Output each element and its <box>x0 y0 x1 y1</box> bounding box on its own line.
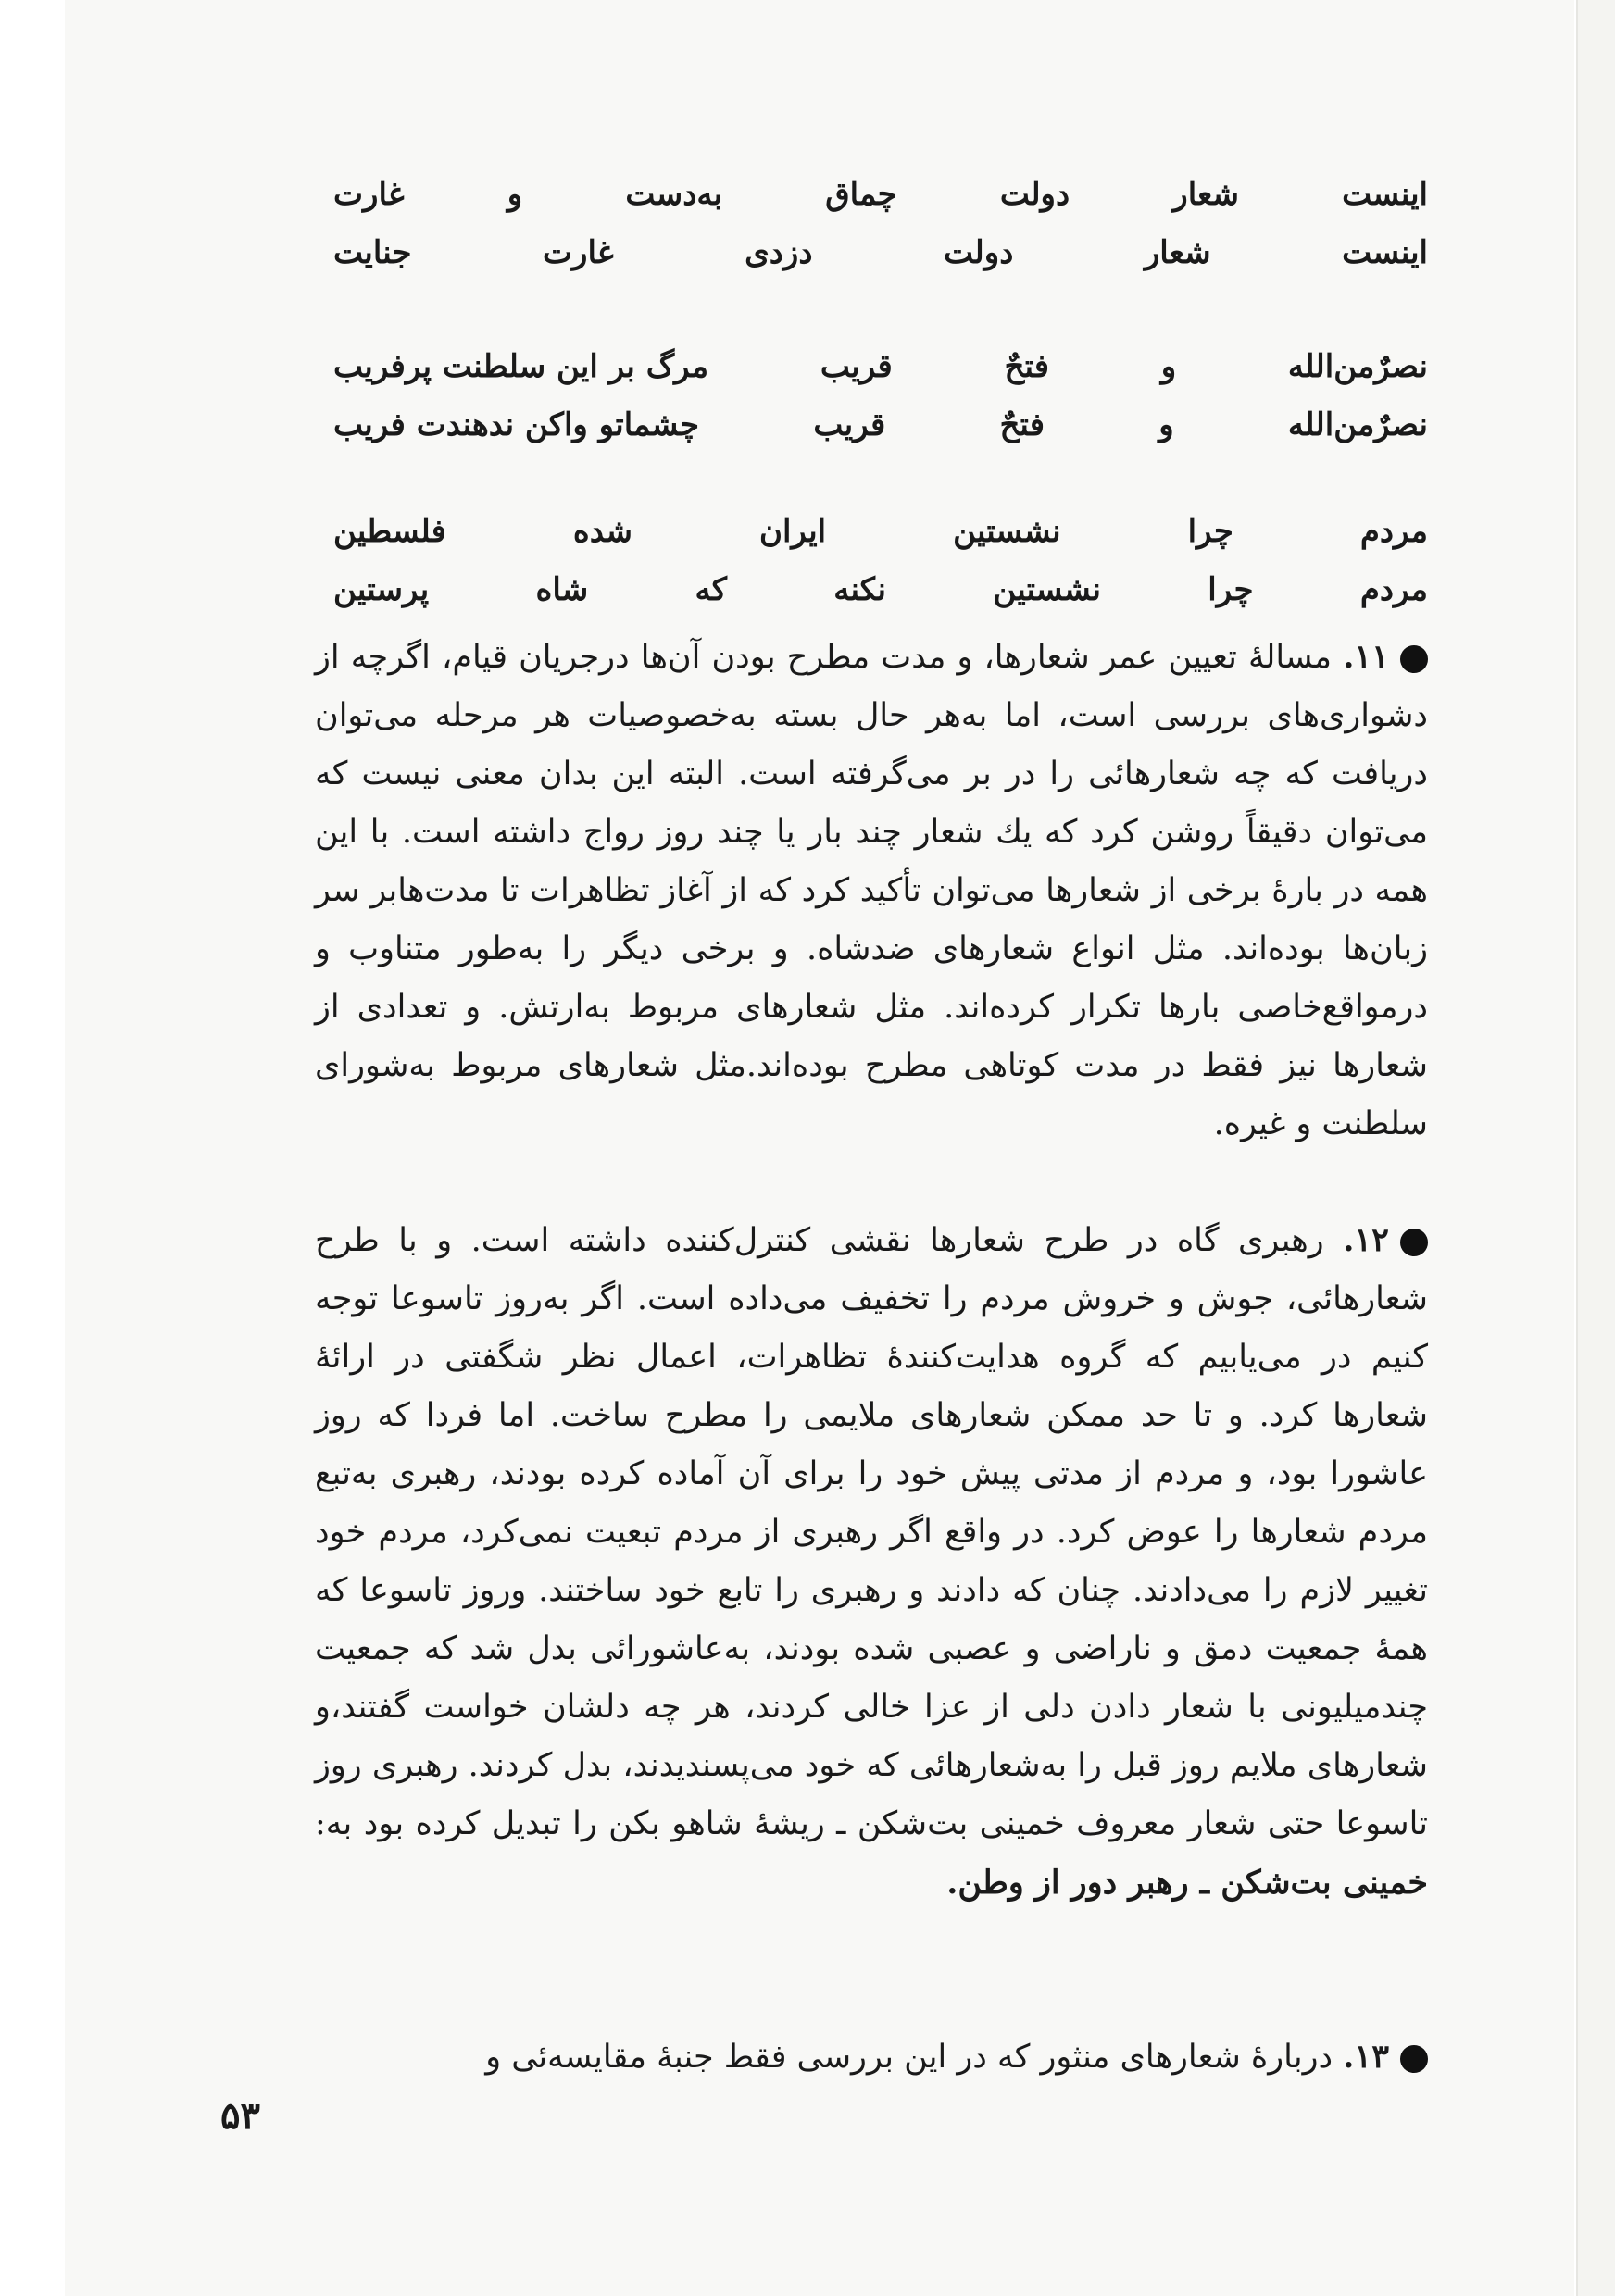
poem-word: نصرٌمن‌الله <box>1287 406 1428 443</box>
paragraph-text: رهبری گاه در طرح شعارها نقشی کنترل‌کننده داشته است. و با طرح شعارهائی، جوش و خروش مردم را تخفیف می‌داده است. اگر به‌روز تاسوعا توجه کنیم در می‌یابیم که گروه هدایت‌کنندهٔ تظاهرات، اعمال نظر شگفتی در ارائهٔ شعارها کرد. و تا حد ممکن شعارهای ملایمی را مطرح ساخت. اما فردا که روز عاشورا بود، و مردم از مدتی پیش خود را برای آن آماده کرده بودند، رهبری به‌تبع مردم شعارها را عوض کرد. در واقع اگر رهبری از مردم تبعیت نمی‌کرد، مردم خود تغییر لازم را می‌دادند. چنان که دادند و رهبری را تابع خود ساختند. وروز تاسوعا که همهٔ جمعیت دمق و ناراضی و عصبی شده بودند، به‌عاشورائی بدل شد که جمعیت چندمیلیونی با شعار دادن دلی از عزا خالی کردند، هر چه دلشان خواست گفتند،و شعارهای ملایم روز قبل را به‌شعارهائی که خود می‌پسندیدند، بدل کردند. رهبری روز تاسوعا حتی شعار معروف خمینی بت‌شکن ـ ریشهٔ شاهو بکن را تبدیل کرده بود به: <box>315 1222 1428 1842</box>
poem-word: غارت <box>543 234 614 271</box>
poem-word: نکنه <box>833 571 887 608</box>
poem-word: فتحٌ <box>999 406 1045 443</box>
poem-word: چرا <box>1208 571 1254 608</box>
poem-word: شعار <box>1144 234 1211 271</box>
poem-hemistich: چشماتو واکن ندهندت فریب <box>333 406 700 443</box>
paragraph-number: ۱۳. <box>1343 2038 1389 2076</box>
paragraph-number: ۱۲. <box>1343 1221 1389 1259</box>
poem-word: و <box>507 176 523 213</box>
poem-word: اینست <box>1342 234 1428 271</box>
poem-word: به‌دست <box>625 176 723 213</box>
poem-word: فتحٌ <box>1004 348 1049 385</box>
book-page <box>65 0 1574 2296</box>
poem-word: غارت <box>333 176 405 213</box>
poem-word: پرستین <box>333 571 430 608</box>
poem-hemistich: مرگ بر این سلطنت پرفریب <box>333 348 709 385</box>
poem-word: شاه <box>535 571 589 608</box>
bullet-icon <box>1400 1229 1428 1256</box>
poem-word: دولت <box>999 176 1070 213</box>
paragraph-text: دربارهٔ شعارهای منثور که در این بررسی فقط جنبهٔ مقایسه‌ئی و <box>485 2039 1333 2076</box>
paragraph-number: ۱۱. <box>1343 638 1389 676</box>
paragraph-text: مسالهٔ تعیین عمر شعارها، و مدت مطرح بودن آن‌ها درجریان قیام، اگرچه از دشواری‌های بررسی است، اما به‌هر حال بسته به‌خصوصیات هر مرحله می‌توان دریافت که چه شعارهائی را در بر می‌گرفته است. البته این بدان معنی نیست که می‌توان دقیقاً روشن کرد که یك شعار چند بار یا چند روز رواج داشته است. با این همه در بارهٔ برخی از شعارها می‌توان تأکید کرد که از آغاز تظاهرات تا مدت‌هابر سر زبان‌ها بوده‌اند. مثل انواع شعارهای ضدشاه. و برخی دیگر را به‌طور متناوب و درمواقع‌خاصی بارها تکرار کرده‌اند. مثل شعارهای مربوط به‌ارتش. و تعدادی از شعارها نیز فقط در مدت کوتاهی مطرح بوده‌اند.مثل شعارهای مربوط به‌شورای سلطنت و غیره. <box>315 639 1428 1142</box>
poem-word: چماق <box>825 176 897 213</box>
poem-word: مردم <box>1359 571 1428 608</box>
poem-2-line-1 <box>333 339 1428 394</box>
poem-word: مردم <box>1359 513 1428 550</box>
poem-word: دولت <box>944 234 1014 271</box>
poem-word: جنایت <box>333 234 412 271</box>
bullet-icon <box>1400 2045 1428 2073</box>
paragraph-13 <box>315 2028 1428 2087</box>
poem-word: و <box>1160 348 1177 385</box>
poem-word: که <box>695 571 727 608</box>
poem-word: دزدی <box>745 234 813 271</box>
poem-word: و <box>1158 406 1174 443</box>
poem-word: شعار <box>1172 176 1239 213</box>
poem-word: نشستین <box>993 571 1101 608</box>
poem-word: شده <box>572 513 633 550</box>
poem-word: اینست <box>1342 176 1428 213</box>
poem-1-line-2 <box>333 225 1428 281</box>
bullet-icon <box>1400 645 1428 673</box>
poem-word: نصرٌمن‌الله <box>1287 348 1428 385</box>
poem-1-line-1 <box>333 167 1428 222</box>
poem-2-line-2 <box>333 397 1428 453</box>
poem-word: فلسطین <box>333 513 446 550</box>
paragraph-12 <box>315 1211 1428 1913</box>
poem-word: چرا <box>1187 513 1233 550</box>
poem-3-line-1 <box>333 504 1428 559</box>
poem-word: قریب <box>813 406 886 443</box>
page-edge-strip <box>1576 0 1615 2296</box>
paragraph-11 <box>315 628 1428 1154</box>
poem-word: ایران <box>759 513 827 550</box>
paragraph-emphasis: خمینی بت‌شکن ـ رهبر دور از وطن. <box>946 1864 1428 1902</box>
poem-word: قریب <box>820 348 893 385</box>
poem-word: نشستین <box>953 513 1061 550</box>
poem-3-line-2 <box>333 562 1428 618</box>
page-number: ۵۳ <box>220 2094 260 2138</box>
